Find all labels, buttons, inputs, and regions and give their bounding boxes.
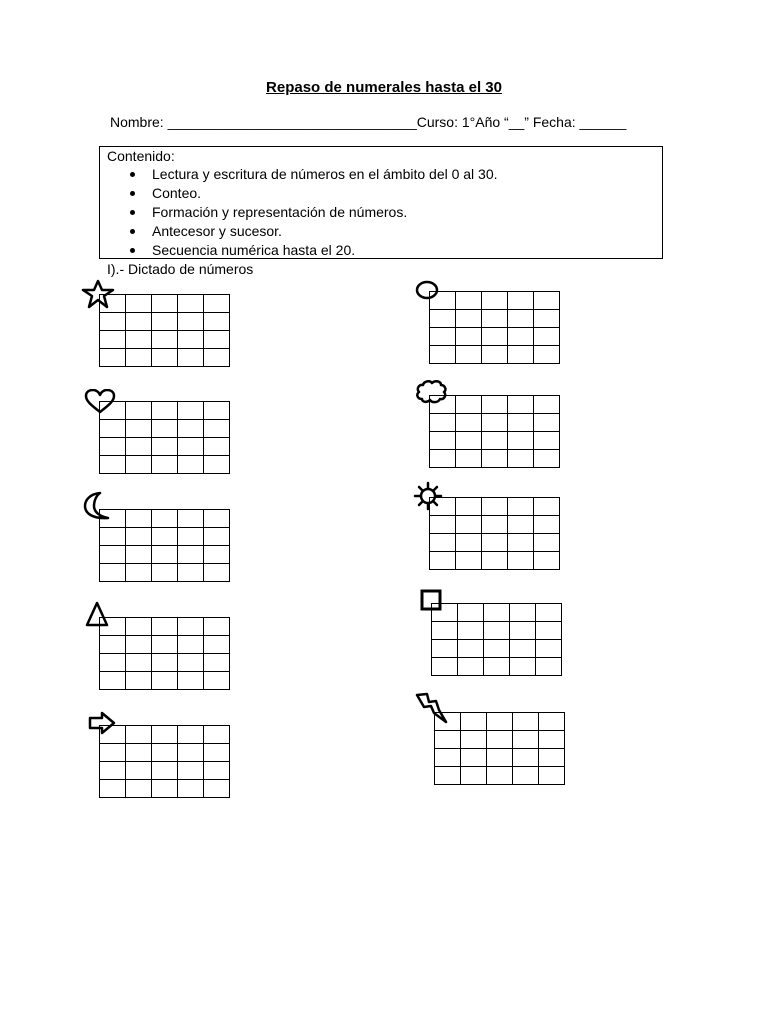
page-title-text: Repaso de numerales hasta el 30 bbox=[266, 79, 502, 96]
number-grid-square bbox=[431, 603, 562, 676]
number-grid-sun bbox=[429, 497, 560, 570]
number-grid-lightning bbox=[434, 712, 565, 785]
contents-item: Formación y representación de números. bbox=[100, 203, 498, 222]
contents-item: Conteo. bbox=[100, 184, 498, 203]
contents-box bbox=[99, 146, 663, 259]
number-grid-heart bbox=[99, 401, 230, 474]
contents-list bbox=[100, 165, 498, 260]
section-heading: I).- Dictado de números bbox=[107, 261, 254, 277]
number-grid-arrow bbox=[99, 725, 230, 798]
number-grid-star bbox=[99, 294, 230, 367]
contents-heading: Contenido: bbox=[107, 148, 175, 164]
contents-item: Secuencia numérica hasta el 20. bbox=[100, 241, 498, 260]
contents-item: Antecesor y sucesor. bbox=[100, 222, 498, 241]
number-grid-oval bbox=[429, 291, 560, 364]
student-info-line: Nombre: ________________________________Curso: 1°Año “__” Fecha: ______ bbox=[110, 114, 627, 130]
page-title bbox=[0, 79, 768, 96]
number-grid-triangle bbox=[99, 617, 230, 690]
number-grid-cloud bbox=[429, 395, 560, 468]
number-grid-moon bbox=[99, 509, 230, 582]
contents-item: Lectura y escritura de números en el ámbito del 0 al 30. bbox=[100, 165, 498, 184]
